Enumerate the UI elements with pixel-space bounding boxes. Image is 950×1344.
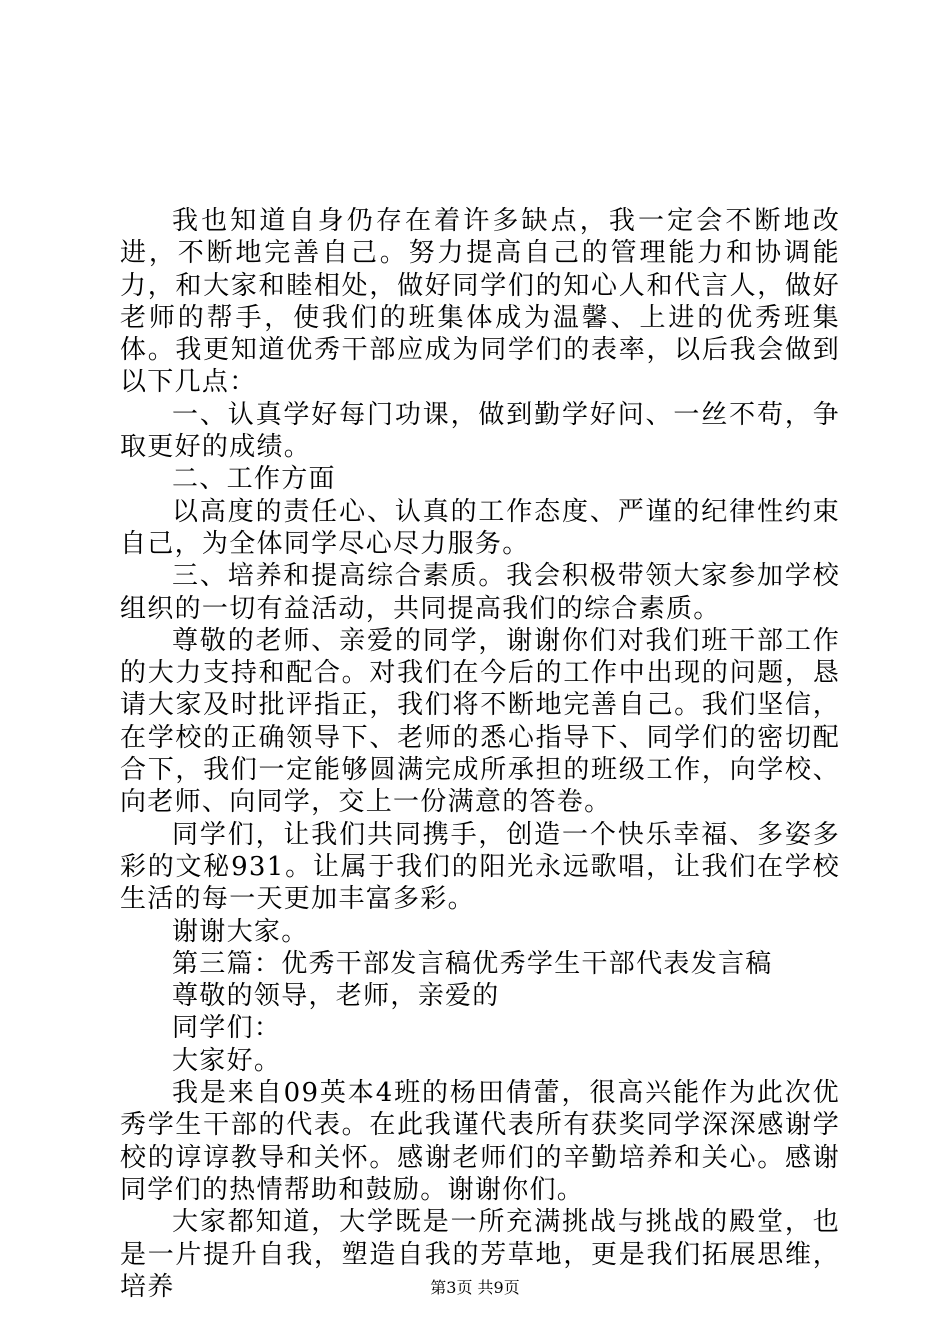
paragraph-call-to-action: 同学们，让我们共同携手，创造一个快乐幸福、多姿多彩的文秘931。让属于我们的阳光永远歌唱，让我们在学校生活的每一天更加丰富多彩。 <box>120 819 840 915</box>
paragraph-point-three: 三、培养和提高综合素质。我会积极带领大家参加学校组织的一切有益活动，共同提高我们的综合素质。 <box>120 561 840 624</box>
paragraph-point-two-body: 以高度的责任心、认真的工作态度、严谨的纪律性约束自己，为全体同学尽心尽力服务。 <box>120 496 840 559</box>
paragraph-thanks-support: 尊敬的老师、亲爱的同学，谢谢你们对我们班干部工作的大力支持和配合。对我们在今后的工作中出现的问题，恳请大家及时批评指正，我们将不断地完善自己。我们坚信，在学校的正确领导下、老师的悉心指导下、同学们的密切配合下，我们一定能够圆满完成所承担的班级工作，向学校、向老师、向同学，交上一份满意的答卷。 <box>120 625 840 818</box>
paragraph-point-one: 一、认真学好每门功课，做到勤学好问、一丝不苟，争取更好的成绩。 <box>120 399 840 463</box>
section-heading-part-three: 第三篇：优秀干部发言稿优秀学生干部代表发言稿 <box>172 948 773 979</box>
page-number-footer: 第3页 共9页 <box>430 1278 520 1297</box>
paragraph-introduction: 我是来自09英本4班的杨田倩蕾，很高兴能作为此次优秀学生干部的代表。在此我谨代表所有获奖同学深深感谢学校的谆谆教导和关怀。感谢老师们的辛勤培养和关心。感谢同学们的热情帮助和鼓励。谢谢你们。 <box>120 1078 840 1205</box>
paragraph-self-improvement: 我也知道自身仍存在着许多缺点，我一定会不断地改进，不断地完善自己。努力提高自己的管理能力和协调能力，和大家和睦相处，做好同学们的知心人和代言人，做好老师的帮手，使我们的班集体成为温馨、上进的优秀班集体。我更知道优秀干部应成为同学们的表率，以后我会做到以下几点： <box>120 206 840 398</box>
paragraph-greeting: 大家好。 <box>172 1045 282 1076</box>
paragraph-university: 大家都知道，大学既是一所充满挑战与挑战的殿堂，也是一片提升自我，塑造自我的芳草地，更是我们拓展思维，培养 <box>120 1207 840 1302</box>
document-body <box>120 205 840 1303</box>
paragraph-salutation: 尊敬的领导，老师，亲爱的 <box>172 981 500 1012</box>
paragraph-closing-thanks: 谢谢大家。 <box>172 916 309 947</box>
paragraph-point-two-heading: 二、工作方面 <box>172 464 336 495</box>
paragraph-salutation-classmates: 同学们： <box>172 1013 282 1044</box>
